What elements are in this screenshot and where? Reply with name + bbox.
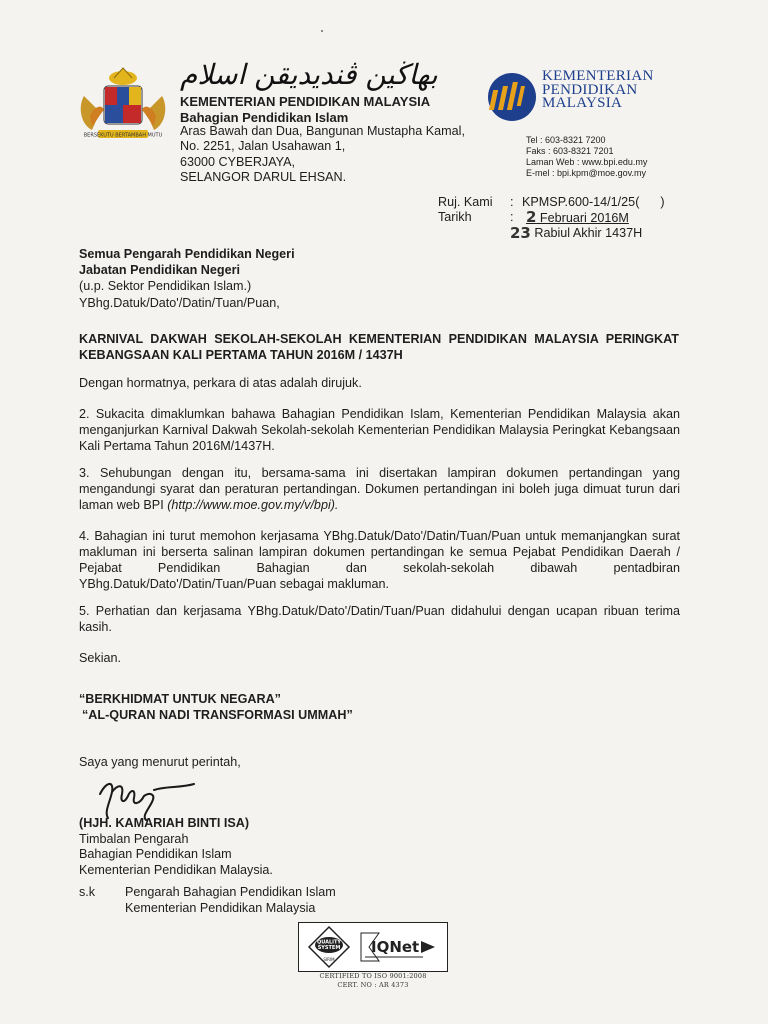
ruj-label: Ruj. Kami bbox=[438, 195, 493, 209]
kpm-logo-text bbox=[542, 70, 654, 111]
colon: : bbox=[510, 210, 514, 224]
date-hijri-text: Rabiul Akhir 1437H bbox=[530, 226, 643, 240]
motto-block bbox=[79, 691, 353, 723]
cc-recipient: Kementerian Pendidikan Malaysia bbox=[125, 901, 316, 915]
signature-intro: Saya yang menurut perintah, bbox=[79, 755, 241, 769]
kpm-logo-line: MALAYSIA bbox=[542, 95, 623, 111]
paragraph-4: 4. Bahagian ini turut memohon kerjasama YBhg.Datuk/Dato'/Datin/Tuan/Puan untuk memanjangkan surat makluman ini berserta salinan lampiran dokumen pertandingan ke semua Pejabat Pendidikan Daerah / Pejabat Pendidikan Bahagian dan sekolah-sekolah dibawah pentadbiran YBhg.Datuk/Dato'/Datin/Tuan/Puan sebagai makluman. bbox=[79, 529, 680, 591]
kpm-logo-icon bbox=[487, 72, 537, 122]
address-line: Aras Bawah dan Dua, Bangunan Mustapha Kamal, bbox=[180, 124, 465, 138]
badge-system-text: SYSTEM bbox=[317, 945, 341, 951]
signer-ministry: Kementerian Pendidikan Malaysia. bbox=[79, 862, 273, 877]
ref-row bbox=[438, 195, 665, 210]
hijri-row bbox=[438, 226, 665, 241]
cc-row bbox=[79, 900, 336, 916]
signer-block bbox=[79, 816, 273, 878]
reference-block bbox=[438, 195, 665, 241]
address-block bbox=[180, 124, 465, 185]
cc-block bbox=[79, 884, 336, 916]
closing: Sekian. bbox=[79, 651, 122, 665]
paragraph-3 bbox=[79, 465, 680, 513]
address-line: No. 2251, Jalan Usahawan 1, bbox=[180, 139, 346, 154]
address-line: SELANGOR DARUL EHSAN. bbox=[180, 169, 347, 184]
iqnet-text: IQNet bbox=[371, 938, 420, 956]
recipient-line: Semua Pengarah Pendidikan Negeri bbox=[79, 247, 295, 261]
division-name: Bahagian Pendidikan Islam bbox=[180, 110, 349, 125]
contact-fax: Faks : 603-8321 7201 bbox=[526, 146, 614, 156]
paragraph-5: 5. Perhatian dan kerjasama YBhg.Datuk/Dato'/Datin/Tuan/Puan didahului dengan ucapan ribuan terima kasih. bbox=[79, 604, 680, 634]
contact-tel: Tel : 603-8321 7200 bbox=[526, 135, 606, 145]
malaysia-coat-of-arms-icon bbox=[74, 66, 172, 150]
recipient-block bbox=[79, 246, 295, 294]
badge-sirim-text: SIRIM bbox=[323, 957, 335, 962]
ruj-value: KPMSP.600-14/1/25( ) bbox=[522, 195, 665, 209]
letter-subject: KARNIVAL DAKWAH SEKOLAH-SEKOLAH KEMENTERIAN PENDIDIKAN MALAYSIA PERINGKAT KEBANGSAAN KALI PERTAMA TAHUN 2016M / 1437H bbox=[79, 332, 679, 362]
kpm-logo-line: PENDIDIKAN bbox=[542, 81, 638, 98]
contact-email: E-mel : bpi.kpm@moe.gov.my bbox=[526, 168, 647, 178]
cert-number-line: CERT. NO : AR 4373 bbox=[337, 981, 409, 989]
date-gregorian-text: Februari 2016M bbox=[536, 211, 629, 225]
colon: : bbox=[510, 195, 514, 209]
handwritten-hijri-day: 23 bbox=[510, 224, 531, 242]
certification-text bbox=[298, 972, 448, 990]
cc-label: s.k bbox=[79, 885, 96, 899]
certification-badges bbox=[298, 922, 448, 972]
svg-text:BERSEKUTU BERTAMBAH MUTU: BERSEKUTU BERTAMBAH MUTU bbox=[83, 132, 163, 139]
handwritten-day: 2 bbox=[526, 208, 537, 226]
cert-iso-line: CERTIFIED TO ISO 9001:2008 bbox=[319, 972, 427, 980]
signer-name: (HJH. KAMARIAH BINTI ISA) bbox=[79, 816, 250, 830]
date-row bbox=[438, 210, 665, 226]
quality-system-badge-icon bbox=[299, 923, 447, 971]
address-line: 63000 CYBERJAYA, bbox=[180, 154, 296, 169]
paragraph-3-text: 3. Sehubungan dengan itu, bersama-sama ini disertakan lampiran dokumen pertandingan yang mengandungi syarat dan peraturan pertandingan. Dokumen pertandingan ini boleh juga dimuat turun dari laman web BPI bbox=[79, 466, 680, 512]
kpm-logo-line: KEMENTERIAN bbox=[542, 68, 654, 84]
contact-web: Laman Web : www.bpi.edu.my bbox=[526, 157, 648, 167]
motto-line: “AL-QURAN NADI TRANSFORMASI UMMAH” bbox=[82, 708, 353, 722]
signer-title: Timbalan Pengarah bbox=[79, 831, 189, 846]
paragraph-1: Dengan hormatnya, perkara di atas adalah dirujuk. bbox=[79, 376, 362, 390]
date-gregorian bbox=[522, 210, 629, 226]
cc-row bbox=[79, 884, 336, 900]
contact-block bbox=[526, 135, 647, 179]
signer-division: Bahagian Pendidikan Islam bbox=[79, 847, 232, 861]
jawi-division-name: بهاڬين ڤنديديقن اسلام bbox=[180, 58, 438, 91]
paragraph-2: 2. Sukacita dimaklumkan bahawa Bahagian Pendidikan Islam, Kementerian Pendidikan Malaysia akan menganjurkan Karnival Dakwah Sekolah-sekolah Kementerian Pendidikan Malaysia Peringkat Kebangsaan Kali Pertama Tahun 2016M/1437H. bbox=[79, 407, 680, 453]
recipient-attention: (u.p. Sektor Pendidikan Islam.) bbox=[79, 279, 252, 293]
bpi-website-link[interactable]: (http://www.moe.gov.my/v/bpi). bbox=[167, 498, 339, 512]
salutation: YBhg.Datuk/Dato'/Datin/Tuan/Puan, bbox=[79, 296, 280, 310]
tarikh-label: Tarikh bbox=[438, 210, 472, 224]
motto-line: “BERKHIDMAT UNTUK NEGARA” bbox=[79, 692, 281, 706]
ministry-name: KEMENTERIAN PENDIDIKAN MALAYSIA bbox=[180, 94, 431, 109]
recipient-line: Jabatan Pendidikan Negeri bbox=[79, 263, 240, 277]
badge-quality-text: QUALITY bbox=[316, 939, 342, 946]
cc-recipient: Pengarah Bahagian Pendidikan Islam bbox=[125, 885, 336, 899]
scan-speck bbox=[321, 30, 323, 32]
